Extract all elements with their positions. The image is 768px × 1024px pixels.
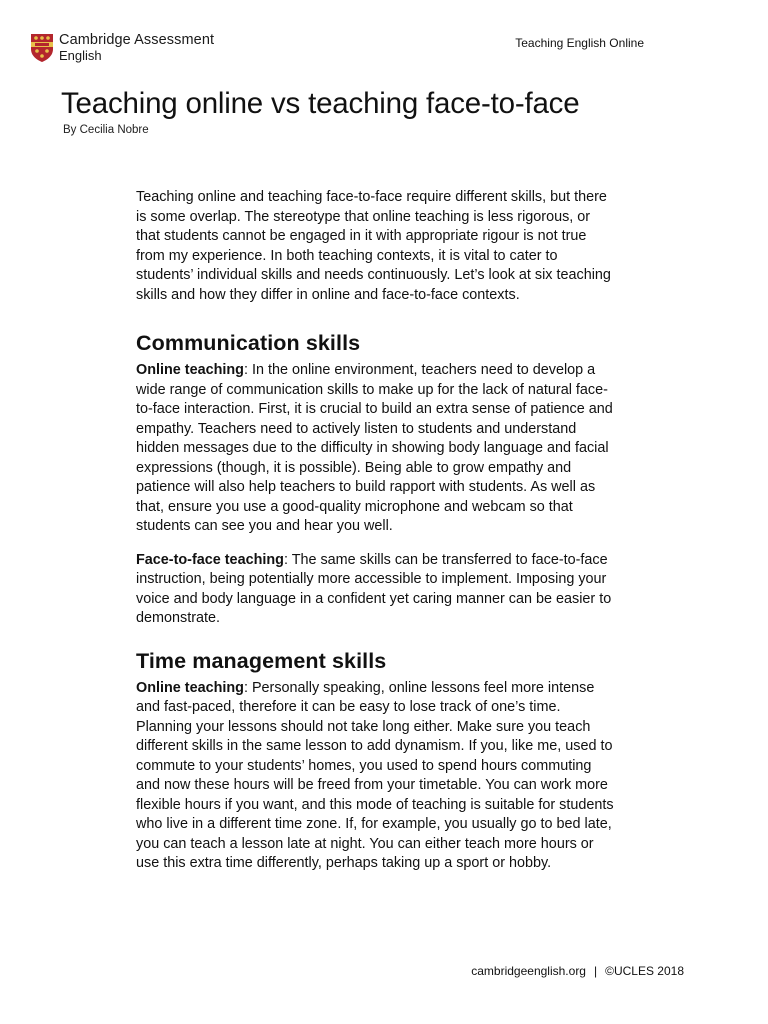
footer-website: cambridgeenglish.org — [471, 964, 586, 978]
time-management-online-paragraph — [136, 679, 616, 874]
footer-copyright: ©UCLES 2018 — [605, 964, 684, 978]
communication-online-paragraph — [136, 361, 616, 537]
paragraph-text: : Personally speaking, online lessons feel more intense and fast-paced, therefore it can be easy to lose track of one’s time. Planning your lessons should not take long either. Make sure you teach different skills in the same lesson to add dynamism. If you, like me, used to commute to your students’ homes, you used to spend hours commuting and now these hours will be freed from your timetable. You can work more flexible hours if you want, and this mode of teaching is suitable for students who live in a different time zone. If, for example, you usually go to bed late, you can teach a lesson late at night. You can either teach more hours or use this extra time differently, perhaps taking up a sport or hobby. — [136, 679, 614, 871]
logo-sub-text: English — [59, 48, 102, 63]
paragraph-lead: Online teaching — [136, 679, 244, 696]
paragraph-lead: Online teaching — [136, 362, 244, 378]
article-body — [136, 188, 616, 874]
paragraph-text: : The same skills can be transferred to face-to-face instruction, being potentially more accessible to implement. Imposing your voice and body language in a confident yet caring manner can be easier to demonstrate. — [136, 551, 612, 626]
cambridge-shield-icon — [30, 33, 54, 63]
logo-brand-text: Cambridge Assessment — [59, 32, 215, 48]
paragraph-lead: Face-to-face teaching — [136, 551, 284, 568]
section-heading-communication: Communication skills — [136, 331, 361, 355]
section-heading-time-management: Time management skills — [136, 648, 387, 673]
footer-separator: | — [593, 964, 598, 978]
page-footer — [471, 964, 684, 978]
header-series-label: Teaching English Online — [515, 36, 644, 50]
author-byline: By Cecilia Nobre — [63, 124, 149, 136]
communication-face-to-face-paragraph — [136, 551, 616, 629]
intro-paragraph: Teaching online and teaching face-to-face require different skills, but there is some overlap. The stereotype that online teaching is less rigorous, or that students cannot be engaged in it with appropriate rigour is not true from my experience. In both teaching contexts, it is vital to cater to students’ individual skills and needs continuously. Let’s look at six teaching skills and how they differ in online and face-to-face contexts. — [136, 189, 611, 303]
cambridge-logo — [30, 33, 214, 63]
paragraph-text: : In the online environment, teachers need to develop a wide range of communication skills to make up for the lack of natural face-to-face interaction. First, it is crucial to build an extra sense of patience and empathy. Teachers need to actively listen to students and understand hidden messages due to the difficulty in showing body language and facial expressions (though, it is possible). Being able to grow empathy and patience will also help teachers to build rapport with students. As well as that, ensure you use a good-quality microphone and webcam so that students can see you and hear you well. — [136, 362, 613, 534]
page-title: Teaching online vs teaching face-to-face — [61, 87, 580, 120]
